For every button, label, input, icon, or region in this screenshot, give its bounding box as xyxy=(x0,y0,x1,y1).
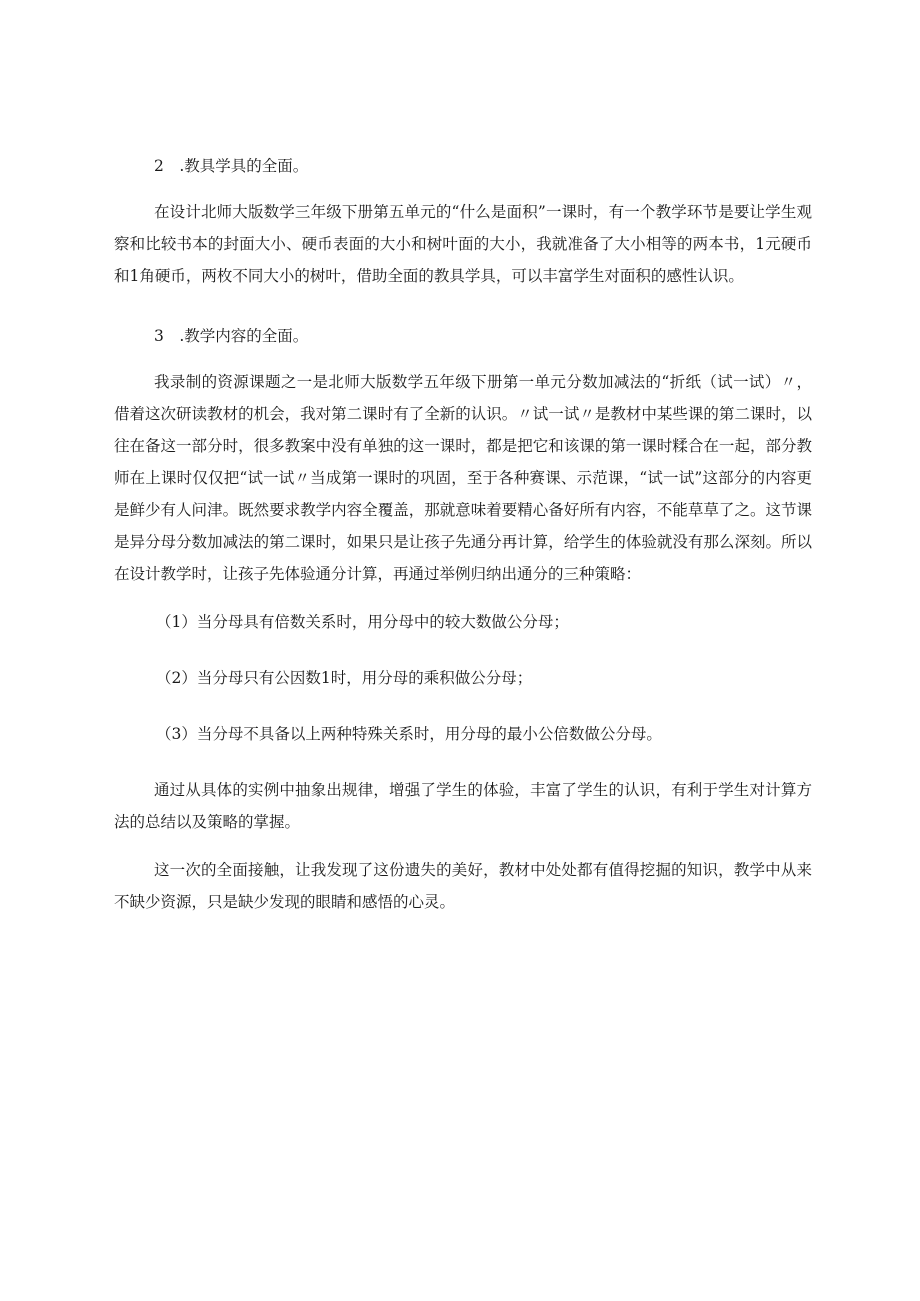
section-heading-2: 2 .教具学具的全面。 xyxy=(154,157,309,175)
strategy-item-2: （2）当分母只有公因数1时，用分母的乘积做公分母； xyxy=(156,669,533,687)
document-page xyxy=(114,150,812,934)
paragraph-teaching-content: 我录制的资源课题之一是北师大版数学五年级下册第一单元分数加减法的“折纸（试一试）〃，借着这次研读教材的机会，我对第二课时有了全新的认识。〃试一试〃是教材中某些课的第二课时，以往在备这一部分时，很多教案中没有单独的这一课时，都是把它和该课的第一课时糅合在一起，部分教师在上课时仅仅把“试一试〃当成第一课时的巩固，至于各种赛课、示范课，“试一试”这部分的内容更是鲜少有人问津。既然要求教学内容全覆盖，那就意味着要精心备好所有内容，不能草草了之。这节课是异分母分数加减法的第二课时，如果只是让孩子先通分再计算，给学生的体验就没有那么深刻。所以在设计教学时，让孩子先体验通分计算，再通过举例归纳出通分的三种策略： xyxy=(114,373,812,583)
paragraph-teaching-aids: 在设计北师大版数学三年级下册第五单元的“什么是面积”一课时，有一个教学环节是要让学生观察和比较书本的封面大小、硬币表面的大小和树叶面的大小，我就准备了大小相等的两本书，1元硬币和1角硬币，两枚不同大小的树叶，借助全面的教具学具，可以丰富学生对面积的感性认识。 xyxy=(114,203,812,285)
paragraph-conclusion: 这一次的全面接触，让我发现了这份遗失的美好，教材中处处都有值得挖掘的知识，教学中从来不缺少资源，只是缺少发现的眼睛和感悟的心灵。 xyxy=(114,861,812,911)
strategy-item-1: （1）当分母具有倍数关系时，用分母中的较大数做公分母； xyxy=(156,613,569,631)
section-heading-3: 3 .教学内容的全面。 xyxy=(154,327,309,345)
paragraph-summary: 通过从具体的实例中抽象出规律，增强了学生的体验，丰富了学生的认识，有利于学生对计算方法的总结以及策略的掌握。 xyxy=(114,781,812,831)
section-gap xyxy=(114,308,812,320)
strategy-item-3: （3）当分母不具备以上两种特殊关系时，用分母的最小公倍数做公分母。 xyxy=(156,725,662,743)
